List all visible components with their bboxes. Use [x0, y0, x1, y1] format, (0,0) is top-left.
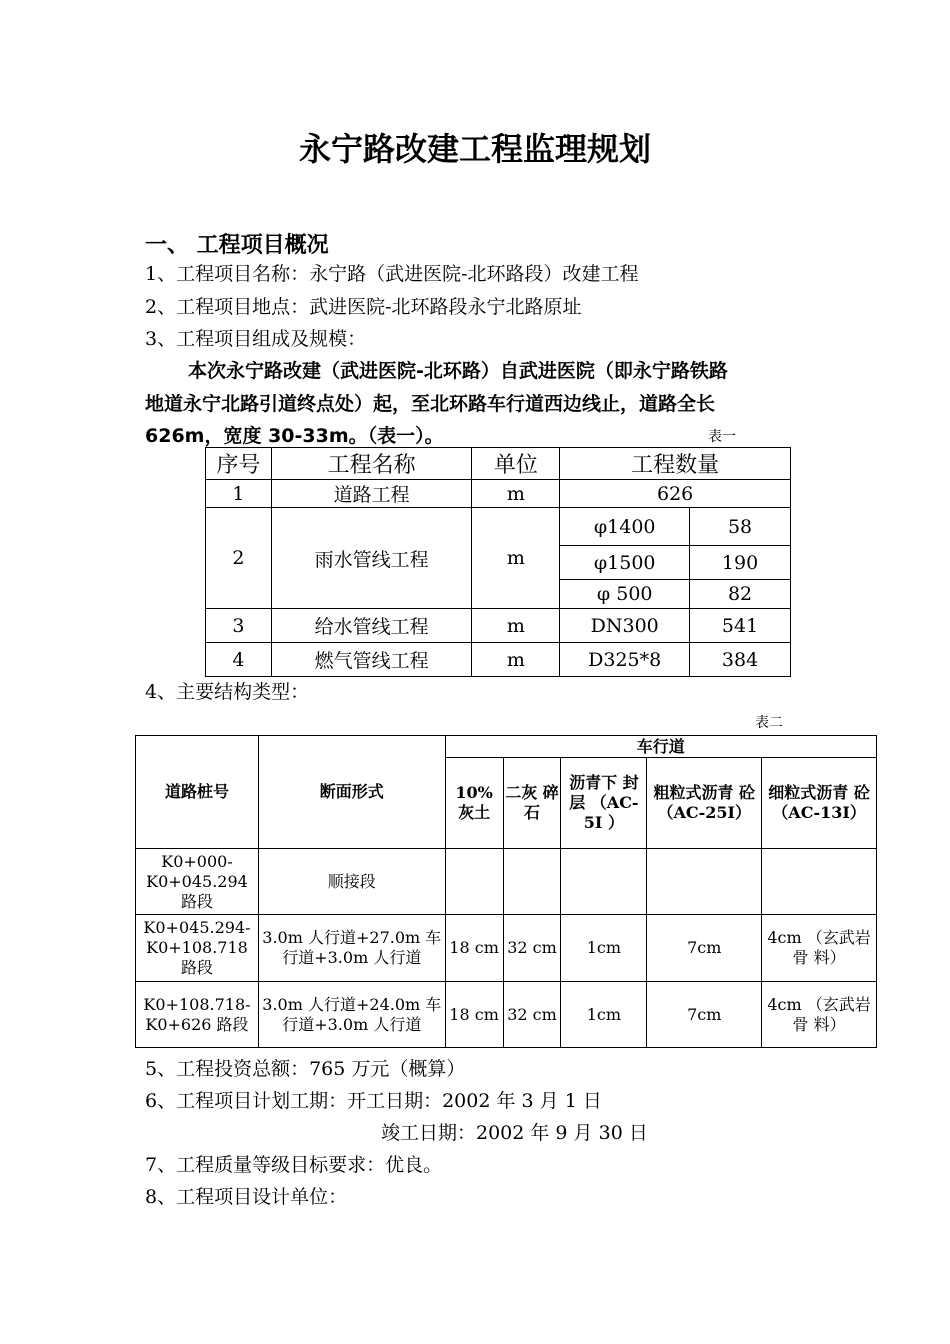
table-cell: 384 — [690, 643, 791, 677]
table-cell: 1 — [206, 480, 272, 508]
item-5: 5、工程投资总额：765 万元（概算） — [145, 1058, 466, 1080]
item-4: 4、主要结构类型： — [145, 681, 310, 703]
item-6: 6、工程项目计划工期：开工日期：2002 年 3 月 1 日 — [145, 1090, 602, 1112]
header-section: 断面形式 — [258, 736, 445, 849]
table1-caption: 表一 — [708, 429, 736, 445]
table-cell: 雨水管线工程 — [271, 508, 472, 609]
table-cell: 3.0m 人行道+24.0m 车行道+3.0m 人行道 — [258, 982, 445, 1048]
table-cell — [762, 849, 877, 915]
table-cell: 道路工程 — [271, 480, 472, 508]
header-no: 序号 — [206, 448, 272, 480]
table-cell: K0+000- K0+045.294 路段 — [136, 849, 259, 915]
table-cell: m — [472, 609, 560, 643]
table-cell: 541 — [690, 609, 791, 643]
table-cell: φ1500 — [560, 546, 690, 580]
table-cell: 顺接段 — [258, 849, 445, 915]
table-cell: D325*8 — [560, 643, 690, 677]
table-cell: 4cm （玄武岩骨 料） — [762, 915, 877, 982]
table-cell: m — [472, 508, 560, 609]
table-cell: 7cm — [647, 915, 762, 982]
table-cell: 190 — [690, 546, 791, 580]
header-quantity: 工程数量 — [560, 448, 791, 480]
scope-paragraph-line-2: 地道永宁北路引道终点处）起，至北环路车行道西边线止，道路全长 — [145, 393, 716, 415]
table-cell — [445, 849, 503, 915]
table-cell: φ1400 — [560, 508, 690, 546]
item-6-completion: 竣工日期：2002 年 9 月 30 日 — [381, 1122, 648, 1144]
header-lime-gravel: 二灰 碎石 — [503, 758, 561, 849]
table-cell: 3 — [206, 609, 272, 643]
table2-caption: 表二 — [755, 715, 783, 731]
header-coarse-asphalt: 粗粒式沥青 砼 （AC-25I） — [647, 758, 762, 849]
table-cell: 给水管线工程 — [271, 609, 472, 643]
header-name: 工程名称 — [271, 448, 472, 480]
table-cell: 18 cm — [445, 982, 503, 1048]
table-cell — [647, 849, 762, 915]
scope-paragraph-line-3: 626m，宽度 30-33m。（表一）。 — [145, 425, 444, 447]
item-8: 8、工程项目设计单位： — [145, 1186, 348, 1208]
table-cell: m — [472, 480, 560, 508]
page-title: 永宁路改建工程监理规划 — [298, 130, 651, 168]
table-cell: 4 — [206, 643, 272, 677]
table-cell — [503, 849, 561, 915]
header-seal-layer: 沥青下 封层 （AC-5I ） — [561, 758, 647, 849]
header-carriageway: 车行道 — [445, 736, 876, 758]
table-cell: 4cm （玄武岩骨 料） — [762, 982, 877, 1048]
header-unit: 单位 — [472, 448, 560, 480]
item-7: 7、工程质量等级目标要求：优良。 — [145, 1154, 443, 1176]
table-cell: 1cm — [561, 982, 647, 1048]
table-cell: 3.0m 人行道+27.0m 车行道+3.0m 人行道 — [258, 915, 445, 982]
scope-paragraph-line-1: 本次永宁路改建（武进医院-北环路）自武进医院（即永宁路铁路 — [188, 360, 728, 382]
table-cell: 燃气管线工程 — [271, 643, 472, 677]
table-cell: 58 — [690, 508, 791, 546]
table-cell: 2 — [206, 508, 272, 609]
table-cell: 1cm — [561, 915, 647, 982]
table-cell: 32 cm — [503, 915, 561, 982]
table-cell: m — [472, 643, 560, 677]
section-heading: 一、 工程项目概况 — [145, 233, 329, 258]
item-3: 3、工程项目组成及规模： — [145, 328, 367, 350]
table-cell: φ 500 — [560, 580, 690, 609]
table-cell: 7cm — [647, 982, 762, 1048]
header-station: 道路桩号 — [136, 736, 259, 849]
structure-type-table — [135, 735, 877, 1048]
table-cell: K0+108.718- K0+626 路段 — [136, 982, 259, 1048]
table-cell: 82 — [690, 580, 791, 609]
project-quantity-table — [205, 447, 791, 677]
table-cell — [561, 849, 647, 915]
header-lime-soil: 10% 灰土 — [445, 758, 503, 849]
item-1: 1、工程项目名称：永宁路（武进医院-北环路段）改建工程 — [145, 263, 639, 285]
table-cell: 18 cm — [445, 915, 503, 982]
table-cell: 32 cm — [503, 982, 561, 1048]
table-cell: DN300 — [560, 609, 690, 643]
item-2: 2、工程项目地点：武进医院-北环路段永宁北路原址 — [145, 296, 582, 318]
header-fine-asphalt: 细粒式沥青 砼 （AC-13I） — [762, 758, 877, 849]
table-cell: 626 — [560, 480, 791, 508]
table-cell: K0+045.294- K0+108.718 路段 — [136, 915, 259, 982]
